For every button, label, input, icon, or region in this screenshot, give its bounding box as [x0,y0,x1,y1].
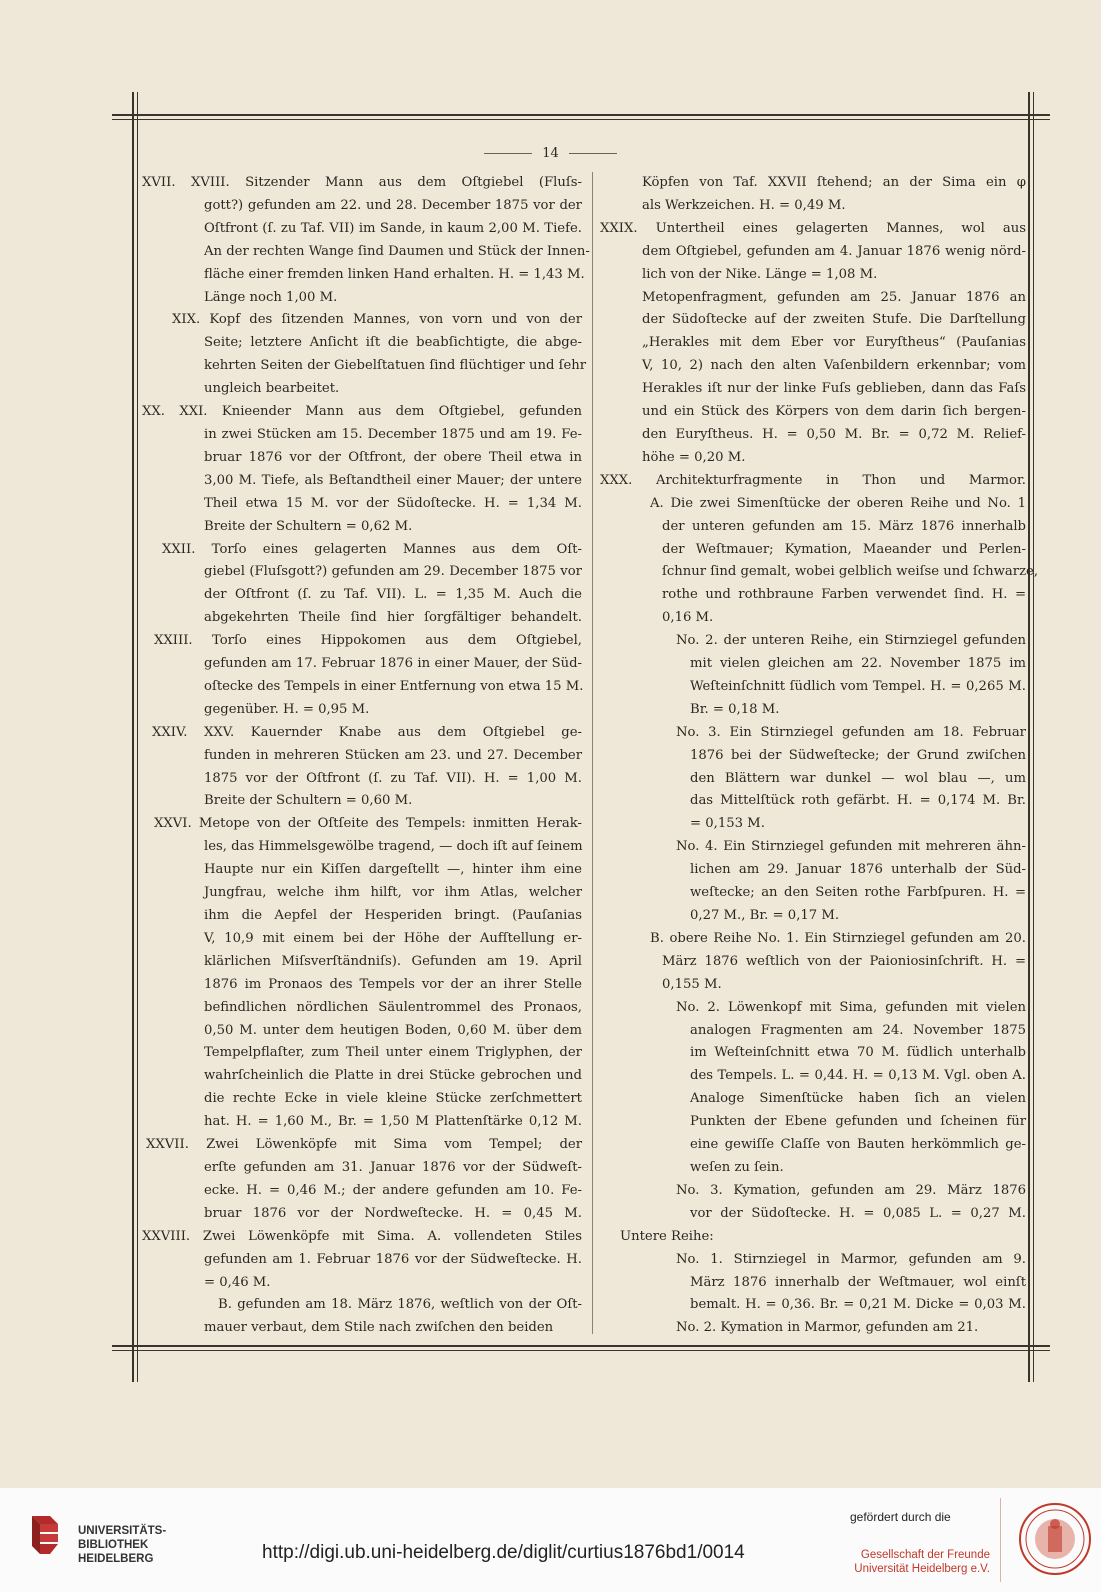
text-line: gott?) gefunden am 22. und 28. December 1875 vor der [204,197,582,213]
library-name-line2: BIBLIOTHEK [78,1539,149,1551]
page-number-rule-left [484,153,532,154]
left-column [142,172,590,1340]
text-line: XXIV. XXV. Kauernder Knabe aus dem Oſtgiebel ge- [152,724,582,740]
text-line: „Herakles mit dem Eber vor Euryſtheus“ (Pauſanias [642,335,1026,351]
text-line: No. 3. Ein Stirnziegel gefunden am 18. Februar [676,724,1026,740]
text-line: März 1876 weſtlich von der Paioniosinſchrift. H. = [662,953,1026,969]
text-line: XX. XXI. Knieender Mann aus dem Oſtgiebel, gefunden [142,404,582,420]
frame-bottom-line [112,1345,1050,1347]
text-line: in zwei Stücken am 15. December 1875 und am 19. Fe- [204,426,582,442]
text-line: Tempelpflaſter, zum Theil unter einem Triglyphen, der [204,1045,582,1061]
page-number-rule-right [569,153,617,154]
text-line: ungleich bearbeitet. [204,381,340,397]
text-line: XXVIII. Zwei Löwenköpfe mit Sima. A. vollendeten Stiles [142,1228,582,1244]
text-line: oſtecke des Tempels in einer Entfernung von etwa 15 M. [204,678,584,694]
text-line: die rechte Ecke in viele kleine Stücke zerſchmettert [204,1091,582,1107]
page-number [0,146,1101,161]
text-line: XXII. Torſo eines gelagerten Mannes aus dem Oſt- [162,541,582,557]
text-line: Oſtfront (ſ. zu Taf. VII) im Sande, in kaum 2,00 M. Tiefe. [204,220,582,236]
text-line: funden in mehreren Stücken am 23. und 27. December [204,747,582,763]
text-line: Jungfrau, welche ihm hilft, vor ihm Atlas, welcher [204,885,582,901]
sponsor-name [850,1548,990,1576]
sponsor-name-line1: Gesellschaft der Freunde [860,1549,990,1561]
text-line: No. 2. Kymation in Marmor, gefunden am 21. [676,1320,979,1336]
frame-right-line [1028,92,1030,1382]
text-line: Köpfen von Taf. XXVII ſtehend; an der Sima ein φ [642,175,1026,190]
text-line: den Blättern war dunkel — wol blau —, um [690,770,1026,786]
text-line: Haupte nur ein Kiſſen dargeſtellt —, hinter ihm eine [204,862,582,878]
text-line: ſchnur ſind gemalt, wobei gelblich weiſse und ſchwarze, [662,564,1039,580]
footer-separator [1000,1498,1001,1582]
text-line: XXX. Architekturfragmente in Thon und Marmor. [600,472,1026,488]
text-line: Weſteinſchnitt ſüdlich vom Tempel. H. = 0,265 M. [690,678,1026,694]
text-line: A. Die zwei Simenſtücke der oberen Reihe und No. 1 [650,495,1026,511]
text-line: rothe und rothbraune Farben verwendet ſind. H. = [662,587,1026,603]
text-line: gefunden am 1. Februar 1876 vor der Südweſtecke. H. [204,1251,582,1267]
page-number-text: 14 [542,146,559,161]
text-line: 1876 im Pronaos des Tempels vor der an ihrer Stelle [204,976,582,992]
text-line: 0,50 M. unter dem heutigen Boden, 0,60 M. über dem [204,1022,582,1038]
text-line: mauer verbaut, dem Stile nach zwiſchen den beiden [204,1320,554,1336]
frame-bottom-line-inner [112,1350,1050,1351]
text-line: Seite; letztere Anſicht iſt die beabſichtigte, die abge- [204,335,582,351]
text-line: den Euryſtheus. H. = 0,50 M. Br. = 0,72 M. Relief- [642,426,1026,442]
text-line: mit vielen gleichen am 22. November 1875 im [690,656,1026,672]
footer-bar [0,1488,1101,1592]
text-line: giebel (Fluſsgott?) gefunden am 29. December 1875 vor [204,564,582,580]
text-line: = 0,153 M. [690,816,765,832]
text-line: 1876 bei der Südweſtecke; der Grund zwiſchen [690,747,1026,763]
text-line: März 1876 innerhalb der Weſtmauer, wol einſt [690,1274,1026,1290]
text-line: gegenüber. H. = 0,95 M. [204,701,370,717]
text-line: das Mittelſtück roth gefärbt. H. = 0,174 M. Br. [690,793,1026,809]
text-line: befindlichen nördlichen Säulentrommel des Pronaos, [204,999,582,1015]
text-line: der Südoſtecke auf der zweiten Stufe. Die Darſtellung [642,312,1026,328]
library-name-line3: HEIDELBERG [78,1553,154,1565]
text-line: analogen Fragmenten am 24. November 1875 [690,1022,1026,1038]
frame-top-line [112,114,1050,116]
column-divider [592,172,593,1334]
text-line: Theil etwa 15 M. vor der Südoſtecke. H. = 1,34 M. [204,495,582,511]
sponsor-name-line2: Universität Heidelberg e.V. [854,1563,990,1575]
text-line: XIX. Kopf des ſitzenden Mannes, von vorn und von der [172,312,582,328]
text-line: An der rechten Wange ſind Daumen und Stück der Innen- [204,243,590,259]
library-name [78,1524,166,1566]
text-line: abgekehrten Theile ſind hier ſorgfältiger behandelt. [204,610,582,626]
text-line: = 0,46 M. [204,1274,271,1290]
text-line: erſte gefunden am 31. Januar 1876 vor der Südweſt- [204,1159,582,1175]
text-line: No. 1. Stirnziegel in Marmor, gefunden am 9. [676,1251,1026,1267]
text-line: Untere Reihe: [620,1228,714,1244]
text-line: Analoge Simenſtücke haben ſich an vielen [690,1091,1026,1107]
text-line: bruar 1876 vor der Oſtfront, der obere Theil etwa in [204,449,582,465]
text-line: 0,27 M., Br. = 0,17 M. [690,908,840,923]
text-line: kehrten Seiten der Giebelſtatuen ſind flüchtiger und ſehr [204,358,587,374]
text-line: lich von der Nike. Länge = 1,08 M. [642,266,878,282]
text-line: Breite der Schultern = 0,62 M. [204,518,413,534]
text-line: eine gewiſſe Claſſe von Bauten herkömmlich ge- [690,1137,1026,1153]
text-line: ihm die Aepfel der Hesperiden bringt. (Pauſanias [204,908,582,923]
text-line: der Weſtmauer; Kymation, Maeander und Perlen- [662,541,1026,557]
text-line: der unteren gefunden am 15. März 1876 innerhalb [662,518,1026,534]
permalink-url[interactable]: http://digi.ub.uni-heidelberg.de/diglit/curtius1876bd1/0014 [262,1542,745,1563]
text-line: wahrſcheinlich die Platte in drei Stücke gebrochen und [204,1068,582,1084]
text-line: No. 2. Löwenkopf mit Sima, gefunden mit vielen [676,999,1026,1015]
text-line: fläche einer fremden linken Hand erhalten. H. = 1,43 M. [204,266,585,282]
frame-left-line [132,92,134,1382]
text-line: V, 10, 2) nach den alten Vaſenbildern erkennbar; vom [642,358,1026,374]
text-line: B. gefunden am 18. März 1876, weſtlich von der Oſt- [218,1297,582,1313]
text-line: vor der Südoſtecke. H. = 0,085 L. = 0,27 M. [690,1205,1026,1221]
text-line: weſtecke; an den Seiten rothe Farbſpuren. H. = [690,885,1026,901]
text-line: 3,00 M. Tiefe, als Beſtandtheil einer Mauer; der untere [204,472,582,488]
text-line: B. obere Reihe No. 1. Ein Stirnziegel gefunden am 20. [650,930,1026,946]
frame-right-line-inner [1033,92,1034,1382]
text-line: 1875 vor der Oſtfront (ſ. zu Taf. VII). H. = 1,00 M. [204,770,582,786]
text-line: klärlichen Miſsverſtändniſs). Gefunden am 19. April [204,953,582,969]
text-line: im Weſteinſchnitt etwa 70 M. ſüdlich unterhalb [690,1045,1026,1061]
text-line: weſen zu ſein. [690,1159,784,1175]
text-line: gefunden am 17. Februar 1876 in einer Mauer, der Süd- [204,656,582,672]
library-logo-icon [28,1510,64,1570]
sponsor-intro: gefördert durch die [850,1510,951,1524]
text-line: les, das Himmelsgewölbe tragend, — doch iſt auf ſeinem [204,839,583,855]
text-line: Herakles iſt nur der linke Fuſs geblieben, dann das Faſs [642,381,1026,397]
text-line: No. 4. Ein Stirnziegel gefunden mit mehreren ähn- [676,839,1026,855]
text-line: Br. = 0,18 M. [690,701,780,717]
text-line: der Oſtfront (ſ. zu Taf. VII). L. = 1,35 M. Auch die [204,587,582,603]
text-line: No. 3. Kymation, gefunden am 29. März 1876 [676,1182,1026,1198]
text-line: ecke. H. = 0,46 M.; der andere gefunden am 10. Fe- [204,1182,582,1198]
text-line: Länge noch 1,00 M. [204,289,338,305]
text-line: des Tempels. L. = 0,44. H. = 0,13 M. Vgl. oben A. [690,1068,1026,1084]
text-line: XVII. XVIII. Sitzender Mann aus dem Oſtgiebel (Fluſs- [142,175,582,190]
text-line: lichen am 29. Januar 1876 unterhalb der Süd- [690,862,1026,878]
text-line: bemalt. H. = 0,36. Br. = 0,21 M. Dicke = 0,03 M. [690,1297,1026,1313]
right-column [600,172,1039,1340]
text-line: hat. H. = 1,60 M., Br. = 1,50 M Plattenſtärke 0,12 M. [204,1114,582,1130]
text-line: und ein Stück des Körpers von dem darin ſich bergen- [642,404,1026,420]
text-line: 0,155 M. [662,976,722,992]
text-line: 0,16 M. [662,610,714,626]
frame-top-line-inner [112,119,1050,120]
university-seal-icon [1018,1502,1092,1576]
text-line: als Werkzeichen. H. = 0,49 M. [642,197,846,213]
text-line: Punkten der Ebene gefunden und ſcheinen für [690,1114,1026,1130]
text-line: dem Oſtgiebel, gefunden am 4. Januar 1876 wenig nörd- [642,243,1026,259]
text-line: Breite der Schultern = 0,60 M. [204,793,413,809]
text-line: Metopenfragment, gefunden am 25. Januar 1876 an [642,289,1026,305]
text-line: XXVII. Zwei Löwenköpfe mit Sima vom Tempel; der [146,1137,582,1153]
text-line: XXIII. Torſo eines Hippokomen aus dem Oſtgiebel, [154,633,582,649]
text-line: No. 2. der unteren Reihe, ein Stirnziegel gefunden [676,633,1026,649]
text-line: höhe = 0,20 M. [642,449,746,465]
library-name-line1: UNIVERSITÄTS- [78,1525,167,1537]
text-line: V, 10,9 mit einem bei der Höhe der Aufſtellung er- [204,930,582,946]
text-line: XXVI. Metope von der Oſtſeite des Tempels: inmitten Herak- [154,816,582,832]
text-line: XXIX. Untertheil eines gelagerten Mannes, wol aus [600,220,1026,236]
frame-left-line-inner [137,92,138,1382]
text-line: bruar 1876 vor der Nordweſtecke. H. = 0,45 M. [204,1205,582,1221]
